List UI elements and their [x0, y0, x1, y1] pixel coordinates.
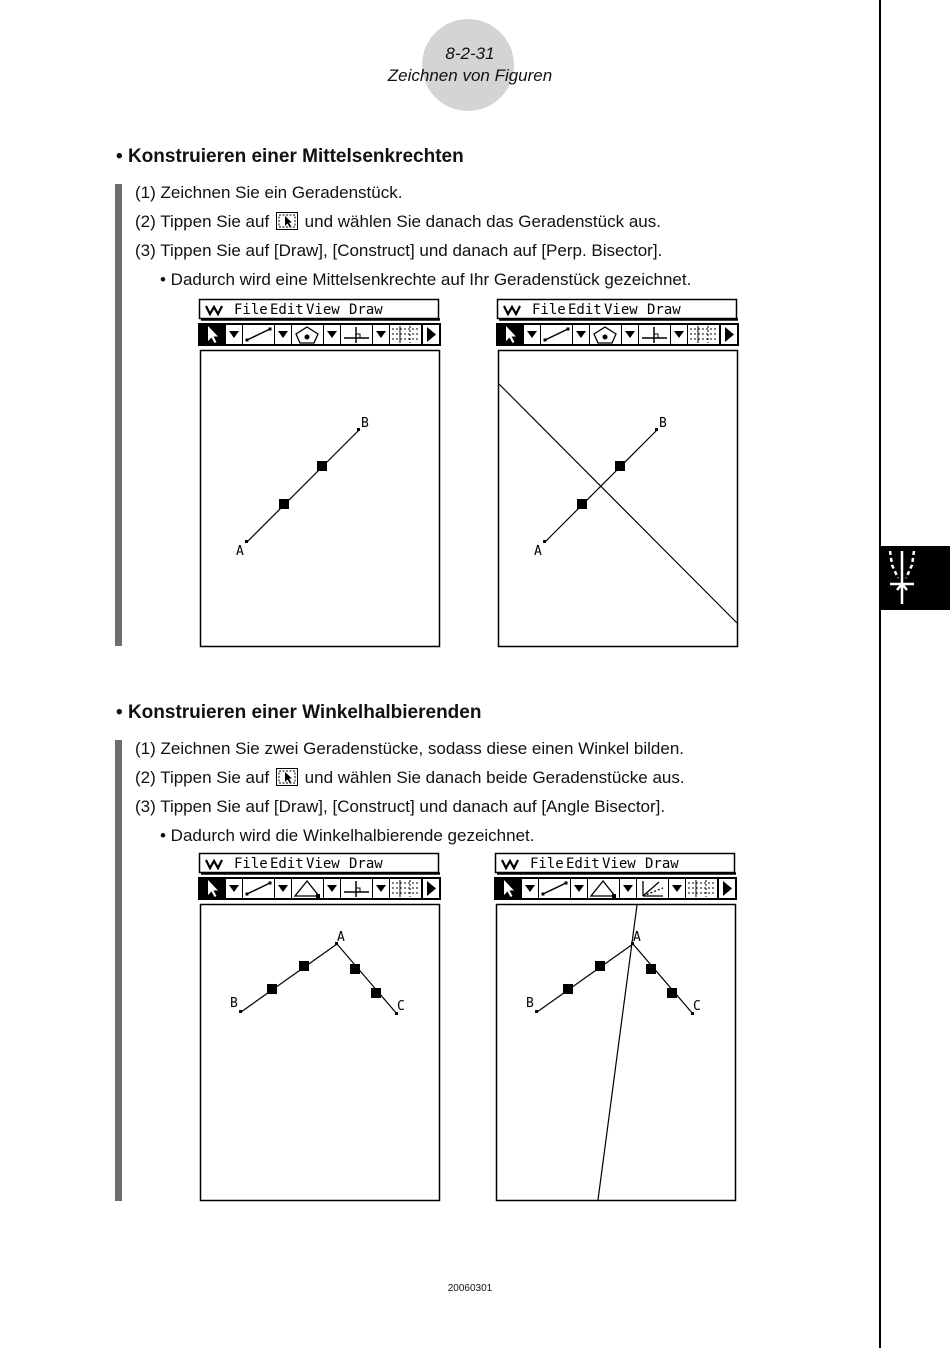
drawing-canvas[interactable] — [201, 905, 440, 1201]
selection-handle[interactable] — [615, 461, 625, 471]
menu-edit[interactable]: Edit — [568, 302, 602, 318]
step-2-text-a: (2) Tippen Sie auf — [135, 212, 270, 231]
point-label-b: B — [230, 996, 238, 1011]
menu-file[interactable]: File — [532, 302, 566, 318]
step-2-text-a: (2) Tippen Sie auf — [135, 768, 270, 787]
point-b — [239, 1010, 242, 1013]
selection-handle[interactable] — [595, 961, 605, 971]
select-arrow-icon — [276, 768, 298, 786]
point-b — [655, 428, 658, 431]
section-bar — [115, 184, 122, 646]
selection-handle[interactable] — [667, 988, 677, 998]
point-label-b: B — [526, 996, 534, 1011]
menu-draw[interactable]: Draw — [645, 856, 679, 872]
drawing-canvas[interactable] — [499, 351, 738, 647]
point-b — [535, 1010, 538, 1013]
menu-view[interactable]: View — [602, 856, 636, 872]
menu-bar — [496, 854, 737, 874]
selection-handle[interactable] — [267, 984, 277, 994]
point-label-a: A — [534, 544, 542, 559]
footer-code: 20060301 — [447, 1283, 493, 1294]
menu-draw[interactable]: Draw — [349, 856, 383, 872]
geometry-chapter-icon — [881, 546, 950, 610]
menu-bar — [200, 854, 441, 874]
select-arrow-icon — [276, 212, 298, 230]
page-number: 8-2-31 — [445, 44, 495, 63]
result-note: • Dadurch wird eine Mittelsenkrechte auf Ihr Geradenstück gezeichnet. — [160, 270, 692, 289]
page-right-rule — [879, 0, 881, 1348]
point-b — [357, 428, 360, 431]
menu-file[interactable]: File — [234, 302, 268, 318]
step-2 — [135, 212, 661, 232]
menu-view[interactable]: View — [306, 856, 340, 872]
step-1: (1) Zeichnen Sie ein Geradenstück. — [135, 183, 403, 202]
selection-handle[interactable] — [577, 499, 587, 509]
calculator-screen — [197, 852, 442, 1204]
step-3: (3) Tippen Sie auf [Draw], [Construct] und danach auf [Angle Bisector]. — [135, 797, 666, 816]
calculator-screen — [493, 852, 738, 1204]
menu-view[interactable]: View — [604, 302, 638, 318]
section-heading: • Konstruieren einer Mittelsenkrechten — [116, 146, 464, 167]
point-label-c: C — [693, 999, 701, 1014]
menu-bar — [200, 300, 441, 320]
point-label-b: B — [659, 416, 667, 431]
menu-draw[interactable]: Draw — [349, 302, 383, 318]
section-title: Konstruieren einer Winkelhalbierenden — [127, 702, 482, 723]
page-number-circle — [422, 19, 514, 111]
point-a — [245, 540, 248, 543]
step-1: (1) Zeichnen Sie zwei Geradenstücke, sodass diese einen Winkel bilden. — [135, 739, 685, 758]
toolbar — [198, 877, 441, 900]
toolbar — [496, 323, 739, 346]
result-note: • Dadurch wird die Winkelhalbierende gezeichnet. — [160, 826, 535, 845]
menu-bar — [498, 300, 739, 320]
point-label-a: A — [633, 930, 641, 945]
drawing-canvas[interactable] — [497, 905, 736, 1201]
calculator-screen — [197, 298, 442, 650]
step-2 — [135, 768, 685, 788]
step-2-text-b: und wählen Sie danach beide Geradenstücke aus. — [304, 768, 685, 787]
step-2-text-b: und wählen Sie danach das Geradenstück aus. — [304, 212, 661, 231]
chapter-tab — [881, 546, 950, 610]
toolbar — [198, 323, 441, 346]
menu-edit[interactable]: Edit — [270, 302, 304, 318]
point-label-a: A — [337, 930, 345, 945]
chapter-title: Zeichnen von Figuren — [387, 66, 553, 85]
menu-draw[interactable]: Draw — [647, 302, 681, 318]
toolbar — [494, 877, 737, 900]
point-label-a: A — [236, 544, 244, 559]
menu-file[interactable]: File — [234, 856, 268, 872]
point-label-c: C — [397, 999, 405, 1014]
selection-handle[interactable] — [279, 499, 289, 509]
selection-handle[interactable] — [371, 988, 381, 998]
selection-handle[interactable] — [299, 961, 309, 971]
menu-edit[interactable]: Edit — [270, 856, 304, 872]
point-label-b: B — [361, 416, 369, 431]
selection-handle[interactable] — [317, 461, 327, 471]
selection-handle[interactable] — [563, 984, 573, 994]
step-3: (3) Tippen Sie auf [Draw], [Construct] und danach auf [Perp. Bisector]. — [135, 241, 663, 260]
point-a — [543, 540, 546, 543]
section-bar — [115, 740, 122, 1201]
menu-file[interactable]: File — [530, 856, 564, 872]
selection-handle[interactable] — [646, 964, 656, 974]
menu-edit[interactable]: Edit — [566, 856, 600, 872]
selection-handle[interactable] — [350, 964, 360, 974]
section-heading: • Konstruieren einer Winkelhalbierenden — [116, 702, 482, 723]
section-title: Konstruieren einer Mittelsenkrechten — [127, 146, 464, 167]
menu-view[interactable]: View — [306, 302, 340, 318]
calculator-screen — [495, 298, 740, 650]
drawing-canvas[interactable] — [201, 351, 440, 647]
